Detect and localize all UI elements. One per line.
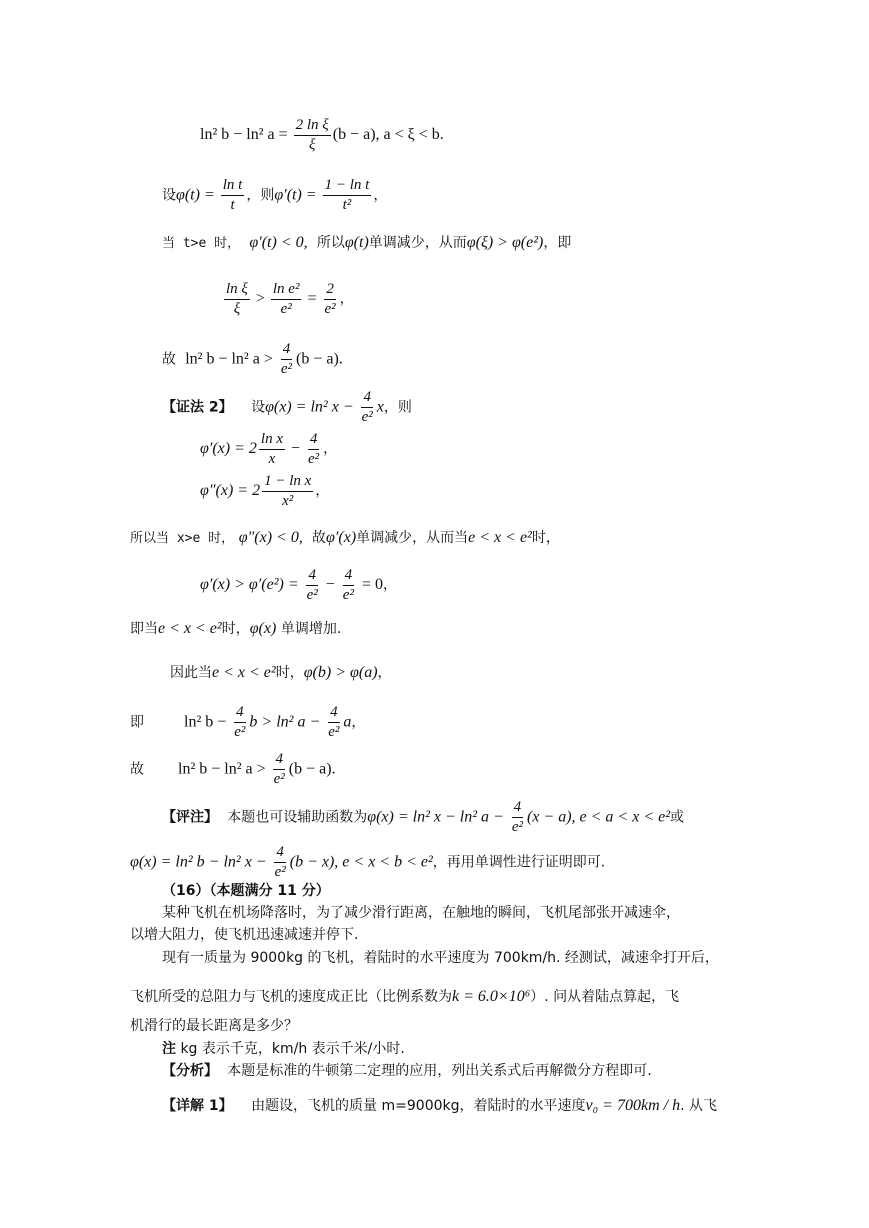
equation-inequality: $\frac{\text{ln ξ}}{\xi}$ > $\frac{\text{ln e²}}{\text{e²}}$ = $\frac{2}{\text{e²}}$ ，	[226, 281, 354, 317]
fraction: $\frac{4}{\text{e²}}$	[234, 704, 246, 740]
fraction: $\frac{\text{1 − ln t}}{\text{t²}}$	[324, 177, 370, 213]
paragraph-set-phi: 设φ(t) = $\frac{\text{ln t}}{t}$ ，则φ′(t) = $\frac{\text{1 − ln t}}{\text{t²}}$ ，	[162, 177, 388, 213]
fraction: $\frac{2}{\text{e²}}$	[324, 281, 336, 317]
paragraph-when-t-gt-e: 当 t>e 时， φ′(t) < 0, 所以φ(t)单调减少，从而φ(ξ) > φ(e²)，即	[162, 234, 572, 251]
paragraph-when-x-gt-e: 所以当 x>e 时， φ″(x) < 0, 故φ′(x)单调减少，从而当e < x < e²时，	[130, 529, 560, 546]
paragraph-remark-cont: φ(x) = ln² b − ln² x − $\frac{4}{\text{e²}}$ (b − x), e < x < b < e²，再用单调性进行证明即可.	[130, 844, 606, 880]
analysis-paragraph: 【分析】 本题是标准的牛顿第二定理的应用，列出关系式后再解微分方程即可.	[162, 1063, 652, 1079]
problem-16-title: （16）（本题满分 11 分）	[162, 883, 330, 899]
equation-first-derivative: φ′(x) = 2 $\frac{\text{ln x}}{x}$ − $\frac{4}{\text{e²}}$ ，	[200, 431, 338, 467]
fraction: $\frac{4}{\text{e²}}$	[511, 799, 523, 835]
fraction: $\frac{4}{\text{e²}}$	[280, 341, 293, 377]
fraction: $\frac{4}{\text{e²}}$	[274, 844, 286, 880]
problem-text-4: 飞机所受的总阻力与飞机的速度成正比（比例系数为k = 6.0×10⁶）. 问从着陆点算起，飞	[130, 988, 680, 1005]
fraction: $\frac{4}{\text{e²}}$	[328, 704, 340, 740]
paragraph-remark: 【评注】 本题也可设辅助函数为φ(x) = ln² x − ln² a − $\frac{4}{\text{e²}}$ (x − a), e < a < x < e²或	[162, 799, 685, 835]
fraction: $\frac{4}{\text{e²}}$	[361, 389, 373, 425]
fraction: $\frac{\text{1 − ln x}}{\text{x²}}$	[264, 473, 312, 509]
problem-question: 机滑行的最长距离是多少？	[130, 1018, 298, 1034]
paragraph-conclusion-1: 故 ln² b − ln² a > $\frac{4}{\text{e²}}$ (b − a).	[162, 341, 343, 377]
paragraph-increasing: 即当e < x < e²时，φ(x) 单调增加.	[130, 620, 342, 637]
fraction: $\frac{4}{\text{e²}}$	[306, 567, 318, 603]
fraction: $\frac{4}{\text{e²}}$	[342, 567, 354, 603]
fraction: $\frac{\text{ln ξ}}{\xi}$	[226, 281, 248, 317]
fraction: $\frac{4}{\text{e²}}$	[273, 751, 285, 787]
unit-note: 注 kg 表示千克，km/h 表示千米/小时.	[162, 1041, 405, 1057]
solution-paragraph: 【详解 1】 由题设，飞机的质量 m=9000kg，着陆时的水平速度v₀ = 700km / h. 从飞	[162, 1097, 717, 1114]
problem-text-3: 现有一质量为 9000kg 的飞机，着陆时的水平速度为 700km/h. 经测试，减速伞打开后，	[162, 950, 719, 966]
equation-second-derivative: φ″(x) = 2 $\frac{\text{1 − ln x}}{\text{x²}}$ ，	[200, 473, 330, 509]
fraction: $\frac{\text{ln t}}{t}$	[222, 177, 243, 213]
paragraph-therefore: 因此当e < x < e²时，φ(b) > φ(a)，	[170, 664, 392, 681]
paragraph-conclusion-2: 故 ln² b − ln² a > $\frac{4}{\text{e²}}$ (b − a).	[130, 751, 336, 787]
problem-text-2: 以增大阻力，使飞机迅速减速并停下.	[130, 927, 359, 943]
fraction: $\frac{\text{ln x}}{x}$	[260, 431, 283, 467]
paragraph-that-is: 即 ln² b − $\frac{4}{\text{e²}}$ b > ln² a − $\frac{4}{\text{e²}}$ a，	[130, 704, 366, 740]
fraction: $\frac{4}{\text{e²}}$	[308, 431, 320, 467]
equation-derivative-bound: φ′(x) > φ′(e²) = $\frac{4}{\text{e²}}$ − $\frac{4}{\text{e²}}$ = 0，	[200, 567, 397, 603]
fraction: $\frac{\text{ln e²}}{\text{e²}}$	[272, 281, 300, 317]
paragraph-proof-2: 【证法 2】 设φ(x) = ln² x − $\frac{4}{\text{e²}}$ x，则	[162, 389, 412, 425]
fraction: $\frac{\text{2 ln ξ}}{\xi}$	[295, 117, 329, 153]
equation-mean-value: ln² b − ln² a = $\frac{\text{2 ln ξ}}{\xi}$ (b − a), a < ξ < b.	[200, 117, 444, 153]
problem-text-1: 某种飞机在机场降落时，为了减少滑行距离，在触地的瞬间，飞机尾部张开减速伞，	[162, 905, 680, 921]
